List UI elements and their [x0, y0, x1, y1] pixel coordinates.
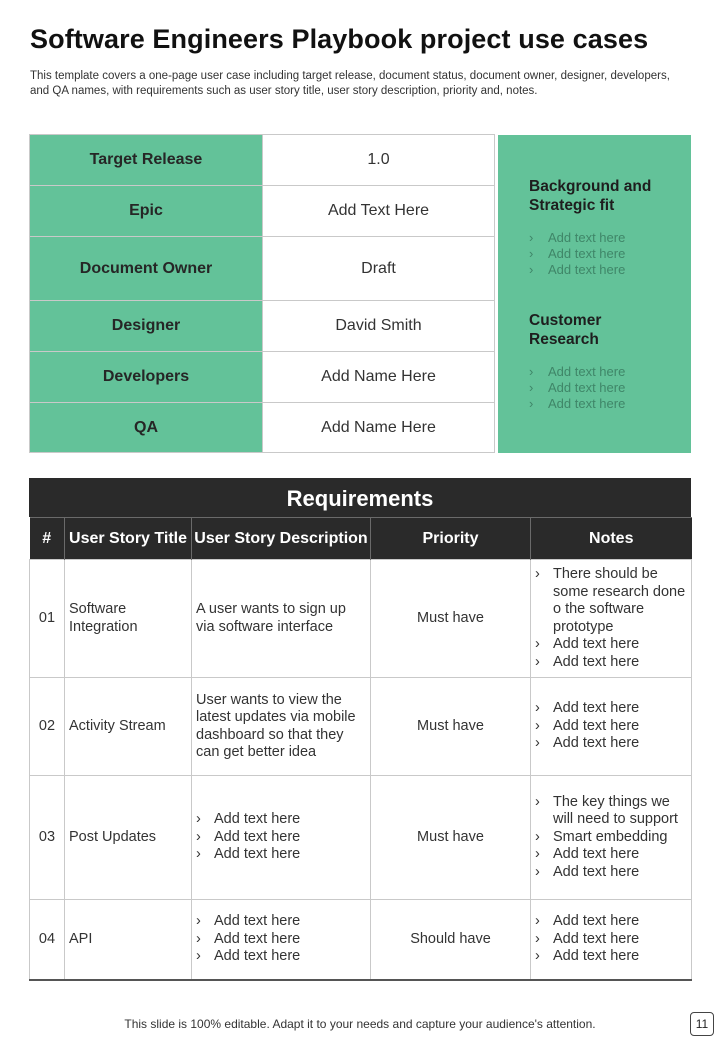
chevron-right-icon: ›: [535, 735, 540, 752]
table-row: [30, 560, 692, 678]
info-value: Add Text Here: [263, 186, 495, 237]
info-label: QA: [30, 403, 263, 453]
chevron-right-icon: ›: [535, 948, 540, 964]
table-header-row: [30, 518, 692, 560]
info-row: [30, 352, 495, 403]
info-label: Developers: [30, 352, 263, 403]
footer-note: This slide is 100% editable. Adapt it to your needs and capture your audience's attention.: [124, 1017, 596, 1031]
table-row: [30, 678, 692, 776]
list-item: › Add text here: [535, 717, 640, 734]
info-row: [30, 403, 495, 453]
story-description: A user wants to sign up via software interface: [192, 560, 371, 678]
chevron-right-icon: ›: [196, 930, 201, 947]
list-item: › Add text here: [529, 230, 626, 245]
list-item: › Add text here: [196, 930, 301, 947]
notes: [531, 678, 692, 776]
story-description: [192, 900, 371, 980]
row-number: 01: [30, 560, 65, 678]
info-row: [30, 186, 495, 237]
strategy-panel: [498, 135, 691, 453]
page-subtitle: This template covers a one-page user case including target release, document status, document owner, designer, developers, and QA names, with requirements such as user story title, user story description, priority and, notes.: [30, 70, 670, 97]
story-description: User wants to view the latest updates via mobile dashboard so that they can get better idea: [192, 678, 371, 776]
info-label: Target Release: [30, 135, 263, 186]
notes: [531, 560, 692, 678]
table-row: [30, 900, 692, 980]
requirements-table: [29, 517, 692, 981]
list-item: › Add text here: [196, 846, 301, 863]
chevron-right-icon: ›: [535, 846, 540, 863]
chevron-right-icon: ›: [529, 380, 534, 395]
list-item: › Add text here: [535, 846, 640, 863]
notes: [531, 776, 692, 900]
story-title: Post Updates: [65, 776, 192, 900]
info-value: Draft: [263, 237, 495, 301]
info-label: Designer: [30, 301, 263, 352]
research-heading: Customer Research: [529, 312, 602, 348]
research-list: [529, 364, 625, 412]
list-item: › Add text here: [196, 828, 301, 845]
chevron-right-icon: ›: [535, 636, 540, 652]
chevron-right-icon: ›: [196, 811, 201, 828]
chevron-right-icon: ›: [535, 717, 540, 734]
list-item: › Add text here: [196, 913, 301, 929]
list-item: › Add text here: [535, 913, 640, 929]
info-label: Epic: [30, 186, 263, 237]
list-item: › Add text here: [529, 364, 626, 379]
column-header: User Story Description: [192, 518, 371, 560]
info-value: Add Name Here: [263, 403, 495, 453]
chevron-right-icon: ›: [196, 948, 201, 964]
chevron-right-icon: ›: [535, 913, 540, 929]
chevron-right-icon: ›: [535, 700, 540, 717]
list-item: › Add text here: [535, 863, 640, 880]
list-item: › Smart embedding: [535, 828, 668, 845]
row-number: 04: [30, 900, 65, 980]
story-title: Activity Stream: [65, 678, 192, 776]
story-title: Software Integration: [65, 560, 192, 678]
column-header: Notes: [531, 518, 692, 560]
chevron-right-icon: ›: [196, 846, 201, 863]
list-item: › Add text here: [196, 811, 301, 828]
info-row: [30, 237, 495, 301]
priority: Must have: [371, 678, 531, 776]
chevron-right-icon: ›: [529, 230, 534, 245]
list-item: › The key things we will need to support: [535, 793, 678, 828]
chevron-right-icon: ›: [529, 364, 534, 379]
chevron-right-icon: ›: [535, 930, 540, 947]
chevron-right-icon: ›: [535, 566, 540, 582]
row-number: 02: [30, 678, 65, 776]
notes: [531, 900, 692, 980]
info-value: 1.0: [263, 135, 495, 186]
info-row: [30, 301, 495, 352]
background-list: [529, 230, 625, 278]
list-item: › Add text here: [535, 700, 640, 717]
column-header: User Story Title: [65, 518, 192, 560]
chevron-right-icon: ›: [196, 913, 201, 929]
list-item: › Add text here: [535, 735, 640, 752]
column-header: #: [30, 518, 65, 560]
page-number: 11: [690, 1012, 714, 1036]
list-item: › Add text here: [535, 948, 640, 964]
page-title: Software Engineers Playbook project use cases: [30, 24, 649, 54]
project-info-table: [29, 134, 495, 453]
list-item: › There should be some research done o the software prototype: [535, 566, 686, 635]
list-item: › Add text here: [529, 262, 626, 277]
requirements-heading: Requirements: [29, 478, 691, 517]
list-item: › Add text here: [535, 930, 640, 947]
story-title: API: [65, 900, 192, 980]
chevron-right-icon: ›: [535, 828, 540, 845]
list-item: › Add text here: [529, 396, 626, 411]
list-item: › Add text here: [196, 948, 301, 964]
table-row: [30, 776, 692, 900]
info-label: Document Owner: [30, 237, 263, 301]
list-item: › Add text here: [529, 246, 626, 261]
priority: Should have: [371, 900, 531, 980]
background-heading: Background and Strategic fit: [529, 178, 652, 214]
info-row: [30, 135, 495, 186]
list-item: › Add text here: [535, 653, 640, 670]
chevron-right-icon: ›: [529, 262, 534, 277]
chevron-right-icon: ›: [529, 396, 534, 411]
row-number: 03: [30, 776, 65, 900]
chevron-right-icon: ›: [535, 793, 540, 810]
chevron-right-icon: ›: [196, 828, 201, 845]
chevron-right-icon: ›: [535, 863, 540, 880]
info-value: Add Name Here: [263, 352, 495, 403]
priority: Must have: [371, 560, 531, 678]
story-description: [192, 776, 371, 900]
info-value: David Smith: [263, 301, 495, 352]
priority: Must have: [371, 776, 531, 900]
column-header: Priority: [371, 518, 531, 560]
chevron-right-icon: ›: [535, 653, 540, 670]
list-item: › Add text here: [535, 636, 640, 652]
chevron-right-icon: ›: [529, 246, 534, 261]
list-item: › Add text here: [529, 380, 626, 395]
